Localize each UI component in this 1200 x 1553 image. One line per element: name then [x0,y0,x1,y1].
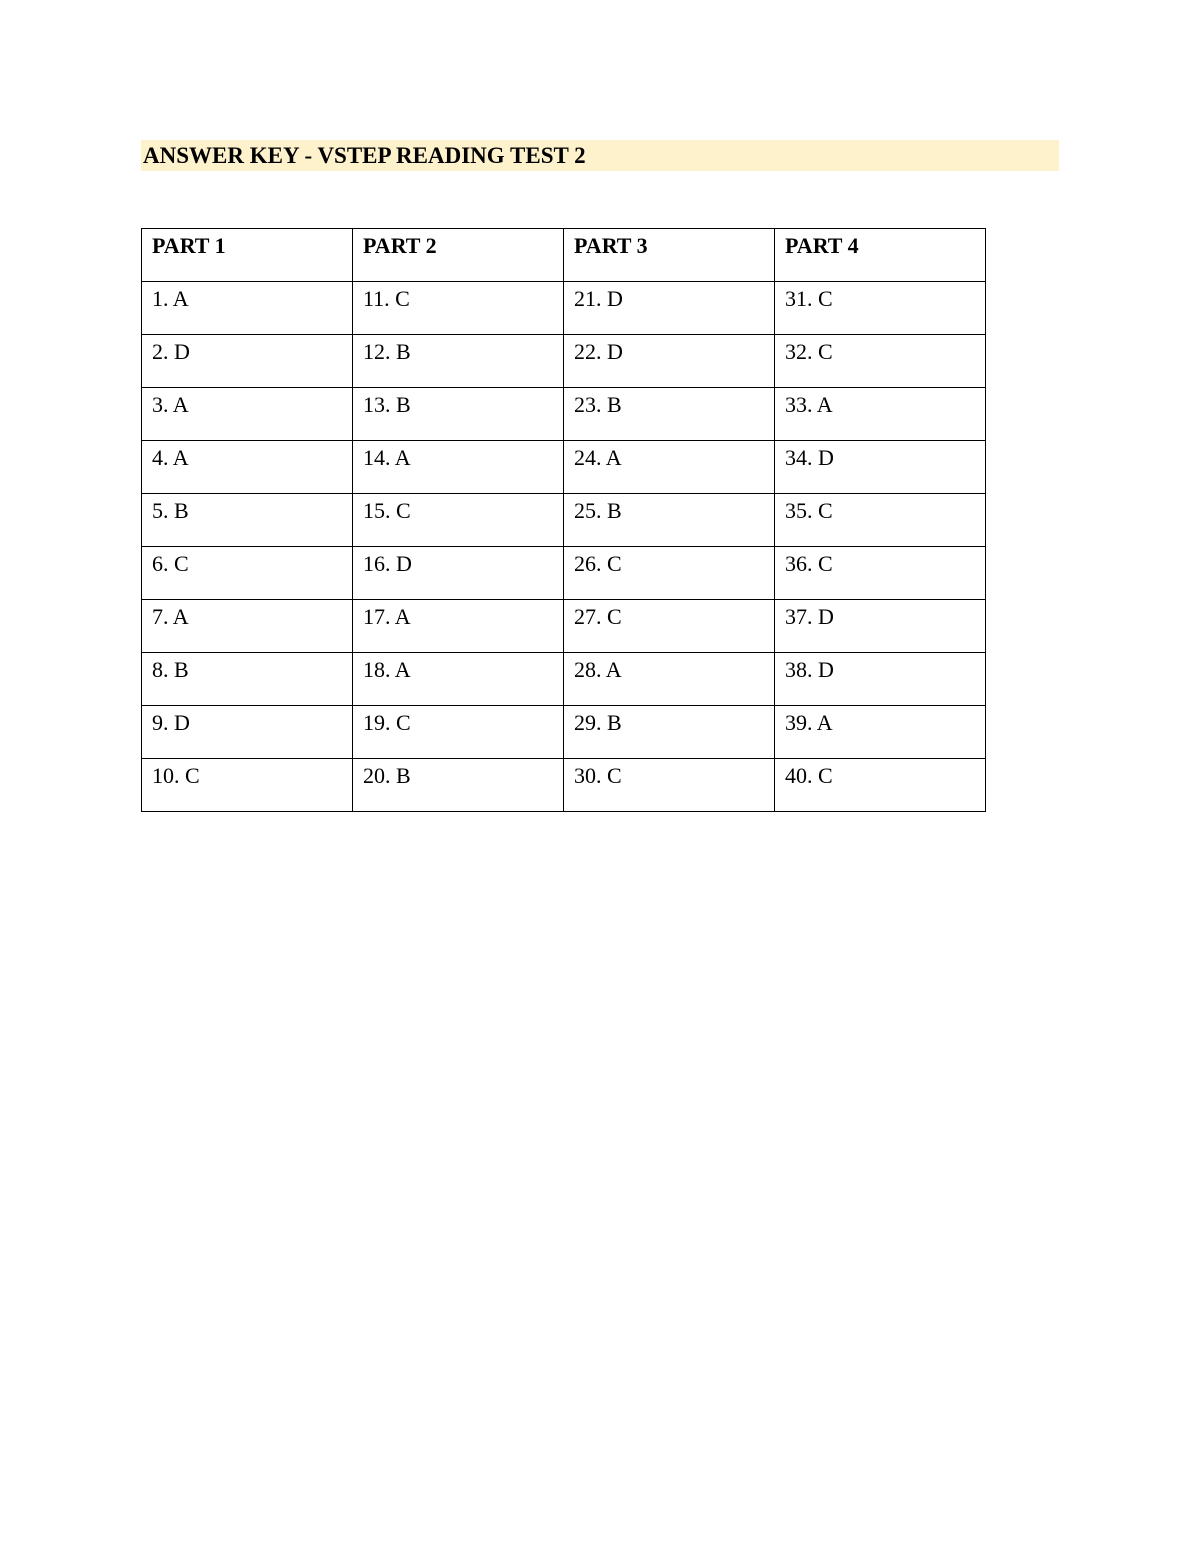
answer-cell: 11. C [353,282,564,335]
answer-cell: 12. B [353,335,564,388]
page-title: ANSWER KEY - VSTEP READING TEST 2 [143,143,586,168]
answer-cell: 9. D [142,706,353,759]
answer-cell: 16. D [353,547,564,600]
table-header-row [142,229,986,282]
answer-cell: 37. D [775,600,986,653]
title-highlight [141,140,1059,171]
answer-cell: 34. D [775,441,986,494]
answer-cell: 5. B [142,494,353,547]
answer-cell: 35. C [775,494,986,547]
answer-cell: 1. A [142,282,353,335]
answer-cell: 38. D [775,653,986,706]
answer-cell: 15. C [353,494,564,547]
answer-cell: 6. C [142,547,353,600]
answer-cell: 4. A [142,441,353,494]
header-part-1: PART 1 [142,229,353,282]
answer-cell: 23. B [564,388,775,441]
answer-cell: 25. B [564,494,775,547]
answer-cell: 10. C [142,759,353,812]
answer-cell: 8. B [142,653,353,706]
answer-cell: 40. C [775,759,986,812]
answer-cell: 32. C [775,335,986,388]
table-row [142,706,986,759]
answer-cell: 19. C [353,706,564,759]
answer-cell: 14. A [353,441,564,494]
answer-cell: 20. B [353,759,564,812]
table-row [142,282,986,335]
answer-cell: 27. C [564,600,775,653]
answer-cell: 31. C [775,282,986,335]
answer-cell: 18. A [353,653,564,706]
answer-cell: 26. C [564,547,775,600]
table-row [142,335,986,388]
table-row [142,441,986,494]
answer-cell: 39. A [775,706,986,759]
answer-cell: 28. A [564,653,775,706]
table-row [142,759,986,812]
header-part-4: PART 4 [775,229,986,282]
answer-cell: 17. A [353,600,564,653]
answer-cell: 3. A [142,388,353,441]
table-row [142,547,986,600]
table-row [142,494,986,547]
answer-cell: 30. C [564,759,775,812]
table-row [142,653,986,706]
answer-cell: 36. C [775,547,986,600]
answer-key-table [141,228,986,812]
header-part-2: PART 2 [353,229,564,282]
header-part-3: PART 3 [564,229,775,282]
answer-cell: 2. D [142,335,353,388]
answer-cell: 24. A [564,441,775,494]
answer-key-body [142,229,986,812]
answer-cell: 7. A [142,600,353,653]
answer-cell: 22. D [564,335,775,388]
answer-cell: 29. B [564,706,775,759]
answer-cell: 33. A [775,388,986,441]
answer-cell: 13. B [353,388,564,441]
table-row [142,388,986,441]
table-row [142,600,986,653]
answer-cell: 21. D [564,282,775,335]
